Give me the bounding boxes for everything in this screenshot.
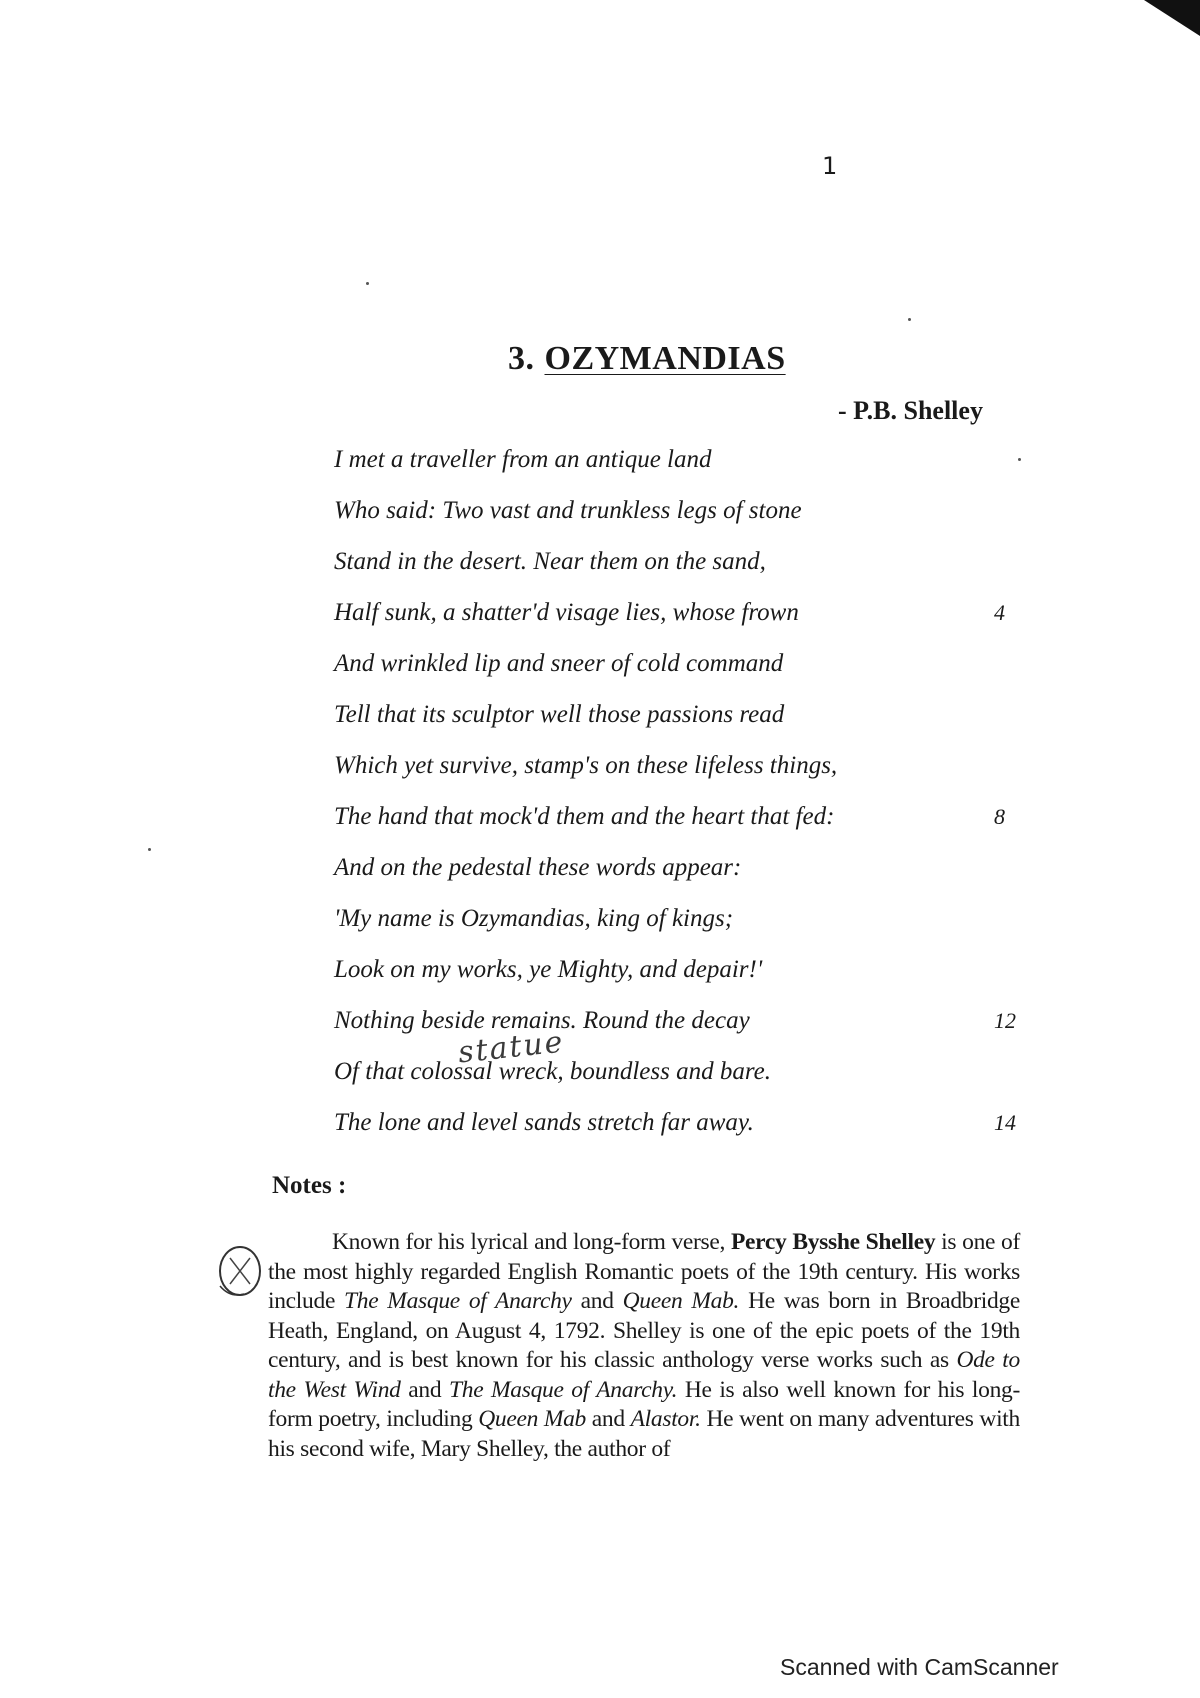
poem-title-number: 3. xyxy=(508,340,535,377)
notes-text: He is also well known for his long-form poetry, including xyxy=(268,1376,1020,1432)
poem-line-text: Nothing beside remains. Round the decay xyxy=(334,1007,750,1034)
scan-speck xyxy=(366,282,369,285)
poem-line-text: Look on my works, ye Mighty, and depair!' xyxy=(334,956,763,983)
notes-paragraph xyxy=(268,1228,1020,1464)
notes-text: He was born in Broadbridge Heath, England, on August 4, 1792. Shelley is one of the epic poets of the 19th century, and is best known for his classic anthology verse works such as xyxy=(268,1288,1021,1373)
scan-speck xyxy=(148,848,151,851)
poem-line-text: The hand that mock'd them and the heart that fed: xyxy=(334,803,835,830)
margin-doodle-icon xyxy=(210,1236,270,1306)
poem-title xyxy=(508,340,786,378)
poem-title-text: OZYMANDIAS xyxy=(544,340,786,377)
notes-text: Known for his lyrical and long-form verse, xyxy=(332,1229,731,1255)
notes-heading: Notes : xyxy=(272,1172,347,1199)
notes-work-title: The Masque of Anarchy. xyxy=(449,1376,678,1403)
notes-text: and xyxy=(571,1288,623,1314)
notes-work-title: Alastor. xyxy=(630,1406,701,1432)
notes-work-title: The Masque of Anarchy xyxy=(344,1288,572,1314)
poem-line xyxy=(334,593,1034,644)
notes-text: is one of the most highly regarded English Romantic poets of the 19th century. His works include xyxy=(268,1229,1020,1314)
poem-line-text: And wrinkled lip and sneer of cold command xyxy=(334,650,784,677)
poem-line-text: Of that colossal wreck, boundless and bare. xyxy=(334,1058,771,1085)
poem-line xyxy=(334,899,1034,950)
poem-line-text: 'My name is Ozymandias, king of kings; xyxy=(334,905,734,932)
notes-work-title: Queen Mab. xyxy=(622,1288,740,1314)
poem-line-text: I met a traveller from an antique land xyxy=(334,446,712,473)
poem-line-text: And on the pedestal these words appear: xyxy=(334,854,742,881)
poem-line xyxy=(334,644,1034,695)
scan-speck xyxy=(1018,458,1021,461)
poem-line-text: The lone and level sands stretch far away. xyxy=(334,1109,754,1136)
poem-line-text: Tell that its sculptor well those passions read xyxy=(334,701,785,728)
poem-line xyxy=(334,848,1034,899)
poem-line xyxy=(334,1001,1034,1052)
line-number: 4 xyxy=(994,600,1005,625)
poem-line xyxy=(334,950,1034,1001)
notes-work-title: Ode to the West Wind xyxy=(268,1347,1020,1403)
scan-speck xyxy=(908,318,911,321)
poem-line xyxy=(334,797,1034,848)
page-number: 1 xyxy=(822,152,838,180)
notes-text: He went on many adventures with his second wife, Mary Shelley, the author of xyxy=(268,1406,1020,1462)
scanner-watermark: Scanned with CamScanner xyxy=(780,1654,1059,1680)
poem-line xyxy=(334,1103,1034,1154)
poem-stanza xyxy=(334,440,1034,1154)
poem-author: - P.B. Shelley xyxy=(838,396,983,425)
poem-line-text: Who said: Two vast and trunkless legs of stone xyxy=(334,497,802,524)
poem-line xyxy=(334,491,1034,542)
poem-line xyxy=(334,746,1034,797)
notes-work-title: Queen Mab xyxy=(478,1406,586,1432)
poem-line xyxy=(334,1052,1034,1103)
poem-line-text: Which yet survive, stamp's on these lifeless things, xyxy=(334,752,838,779)
poem-line-text: Half sunk, a shatter'd visage lies, whose frown xyxy=(334,599,799,626)
poem-line xyxy=(334,440,1034,491)
line-number: 8 xyxy=(994,804,1005,829)
line-number: 12 xyxy=(994,1008,1016,1033)
notes-text: and xyxy=(586,1406,631,1432)
poem-line-text: Stand in the desert. Near them on the sand, xyxy=(334,548,766,575)
notes-text: and xyxy=(400,1376,449,1403)
corner-fold-mark xyxy=(1140,0,1200,40)
handwritten-annotation: statue xyxy=(456,1024,567,1071)
line-number: 14 xyxy=(994,1110,1016,1135)
poem-line xyxy=(334,542,1034,593)
poem-line xyxy=(334,695,1034,746)
notes-author-name: Percy Bysshe Shelley xyxy=(730,1229,936,1255)
